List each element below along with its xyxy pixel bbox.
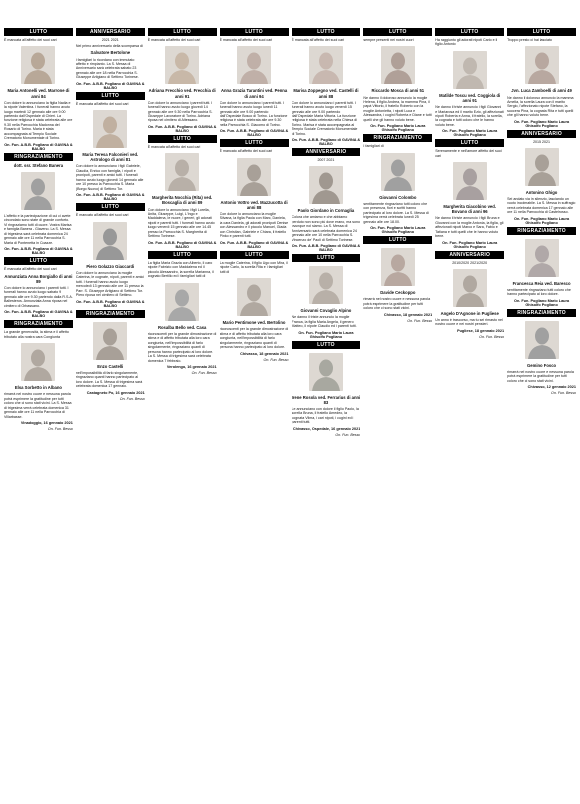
deceased-name: Maria Teresa Falconieri ved. Astrologo di anni 81 xyxy=(82,152,139,163)
column-6 xyxy=(363,28,432,800)
funeral-home: On. Fun. A.B.B. Pogliano di GAVINA & BALBO xyxy=(147,124,217,133)
notice-text: La figlia Maria Grazia con Alberto, il caro nipote Fabrizio con Maddalena ed il piccolo Alessandro, la sorella Marianna, il cognato Bertillo ed i famigliari tutti di xyxy=(147,260,214,279)
notice-text: Con dolore lo annunciano i figli Gabriele, Claudia, Enrico con famiglia, i nipoti e pronipoti, parenti e amici tutti. I funerali hanno avuto luogo giovedì 14 gennaio alle ore 10 presso la Parrocchia S. Maria (Borgo Nuovo) di Settimo Tor. xyxy=(75,164,144,191)
portrait-photo xyxy=(165,46,199,84)
funeral-home: On. Fun. A.B.B. Pogliano di GAVINA & BALBO xyxy=(219,240,289,249)
section-header: LUTTO xyxy=(220,139,289,147)
portrait-photo xyxy=(237,158,271,196)
notice-text: rimarrà nel nostro cuore e nessuna parola potrà esprimere la gratitudine per tutti coloro che ci sono stati vicini. xyxy=(363,297,431,311)
notice-text: nell'impossibilità di farlo singolarmente, ringraziano quanti hanno partecipato al loro dolore. La S. Messa di trigesima sarà celebrata domenica 17 gennaio. xyxy=(75,370,143,389)
notice-text: Con dolore lo annunciano i figli Lorella, Anita, Giuseppe, Luigi, L'Ingo e Maddalena, le nuore, i generi, gli adorati nipoti e parenti tutti. I funerali hanno avuto luogo venerdì 15 gennaio alle ore 14.45 presso la Parrocchia S. Margherita di Settimo Torinese. xyxy=(147,207,215,239)
notice-text: È mancato all'affetto dei suoi cari xyxy=(219,149,273,154)
deceased-name: Piero Golazzo Giaccardi xyxy=(86,263,135,269)
section-header: LUTTO xyxy=(4,257,73,265)
column-3 xyxy=(148,28,217,800)
portrait-photo xyxy=(525,239,559,277)
section-header: LUTTO xyxy=(435,139,504,147)
notice-text: La grande generosità, la stima e il affetto tributato alla nostra cara Congiunta xyxy=(4,330,69,339)
deceased-name: Irene Rosola ved. Ferrarius di anni 83 xyxy=(291,394,361,405)
portrait-photo xyxy=(309,46,343,84)
notice-text: Con dolore lo annunciano i parenti tutti. I funerali hanno avuto luogo giovedì 14 gennaio alle ore 9.30 nella Parrocchia S. Giuseppe Lavoratore di Torino. Adriana riposa nel cimitero di Altessano. xyxy=(147,100,213,123)
funeral-home: On. Fun. Pogliano Mario Laura Ghisolfo Pogliano xyxy=(370,226,426,235)
column-8 xyxy=(507,28,576,800)
notice-text: Ne danno il triste annuncio i figli Giovanni e Mariarosa ed il marito Ezio, gli affezionati nipoti Roberta e Anna, il fratello, la sorella, la cognata e tutti coloro che le hanno voluto bene. xyxy=(435,105,504,127)
deceased-name: Riccardo Mosca di anni 51 xyxy=(371,88,425,94)
portrait-photo xyxy=(381,153,415,191)
funeral-home: On. Fun. Pogliano Mario Laura Ghisolfo Pogliano xyxy=(514,216,570,225)
section-header: LUTTO xyxy=(507,28,576,36)
portrait-photo xyxy=(453,162,487,200)
column-7 xyxy=(435,28,504,800)
portrait-photo xyxy=(165,283,199,321)
deceased-name: Giovanni Covaglio Alpino xyxy=(300,308,352,314)
notice-text: È mancata all'affetto dei suoi cari xyxy=(219,38,273,42)
section-header: LUTTO xyxy=(363,236,432,244)
place-date: Chivasso, 18 gennaio 2021 xyxy=(383,312,433,317)
funeral-home: On. Fun. A.B.B. Pogliano di GAVINA & BALBO xyxy=(291,244,361,253)
place-date: Verolengo, 16 gennaio 2021 xyxy=(166,365,217,370)
notice-text: Ne danno il doloroso annuncio la moglie Helena, il figlio Andrea, la mamma Pina, il papà Vittorio, il fratello Roberto con la moglie Antonietta, i nipoti Luca e Alessandra, i cugini Roberta e Diane e tutti quelli che gli hanno voluto bene. xyxy=(363,95,432,122)
notice-text: È mancata all'affetto dei suoi cari xyxy=(147,38,201,42)
notice-text: È mancata all'affetto dei suoi cari xyxy=(4,38,57,42)
section-header: LUTTO xyxy=(292,28,361,36)
section-header: LUTTO xyxy=(148,135,217,143)
portrait-photo xyxy=(309,266,343,304)
deceased-name: Elsa Sorbetto in Albano xyxy=(14,385,62,391)
notice-text: Ne danno il triste annuncio la moglie Franca, la figlia Maria Angela, il genero Matteo, il nipote Claudio ed i parenti tutti. xyxy=(291,315,357,329)
notice-text: È mancata all'affetto dei suoi cari xyxy=(75,101,129,106)
notice-text: Ha raggiunto gli adorati nipoti Carlo e il figlio Antonio xyxy=(435,38,498,47)
deceased-name: Annunziata Anna Borgiallo di anni 89 xyxy=(4,273,73,284)
notice-text: È mancata all'affetto dei suoi cari xyxy=(147,144,201,149)
funeral-home: On. Fun. Pogliano Mario Laura Ghisolfo Pogliano xyxy=(514,119,570,128)
portrait-photo xyxy=(21,343,55,381)
notice-text: Nel primo anniversario della scomparsa di xyxy=(75,44,143,48)
funeral-home-signature: On. Fun. Besso xyxy=(119,396,145,401)
notice-text: sentitamente ringraziano tutti coloro che hanno partecipato al loro dolore. xyxy=(507,287,571,297)
portrait-photo xyxy=(93,322,127,360)
section-header: RINGRAZIAMENTO xyxy=(363,134,432,142)
notice-text: rimarrà nel nostro cuore e nessuna parola potrà esprimere la gratitudine per tutti coloro che ci sono stati vicini. xyxy=(507,369,574,383)
notice-text: Con dolore lo annunciano i parenti tutti. I funerali hanno avuto luogo venerdì 15 gennaio alle ore 9.00 partendo dall'Ospedale Maria Vittoria. La funzione religiosa è stata celebrata nella Chiesa di Torino. Marisa è stata accompagnata al Tempio Sociale Crematorio Monumentale di Torino. xyxy=(291,100,358,136)
section-header: RINGRAZIAMENTO xyxy=(4,153,73,161)
anniversary-dates: 2007 2021 xyxy=(317,158,335,163)
portrait-photo xyxy=(237,278,271,316)
funeral-home: On. Fun. A.B.B. Pogliano di GAVINA & BALBO xyxy=(219,129,289,138)
portrait-photo xyxy=(237,46,271,84)
section-header: LUTTO xyxy=(4,28,73,36)
anniversary-dates: 2010/2020 2021/2020 xyxy=(452,260,488,265)
section-header: RINGRAZIAMENTO xyxy=(76,310,145,318)
portrait-photo xyxy=(525,321,559,359)
section-header: ANNIVERSARIO xyxy=(76,28,145,36)
deceased-name: Gemino Fosco xyxy=(527,362,557,368)
deceased-name: Anna Grazia Tarantini ved. Penna di anni 94 xyxy=(220,88,288,99)
notice-text: È mancata all'affetto dei suoi cari xyxy=(4,267,57,272)
section-header: LUTTO xyxy=(76,203,145,211)
notice-text: Colora che amiamo e che abbiamo perduto non sono più dove erano, ma sono ovunque noi siamo. La S. Messa di Anniversario sarà celebrata domenica 24 gennaio alle ore 10 nella Parrocchia S. Vincenzo de' Paoli di Settimo Torinese. xyxy=(291,215,361,242)
place-date: Chivasso, Ospedale, 16 gennaio 2021 xyxy=(292,426,361,431)
portrait-photo xyxy=(21,46,55,84)
place-date: Pugliese, 18 gennaio 2021 xyxy=(457,328,505,333)
deceased-name: Davide Ceckoppo xyxy=(380,290,416,296)
place-date: Chivasso, 12 gennaio 2021 xyxy=(527,385,576,390)
section-header: ANNIVERSARIO xyxy=(435,251,504,259)
notice-text: Troppo presto ci hai lasciato xyxy=(507,38,552,42)
deceased-name: Matilde Toscu ved. Coggiola di anni 91 xyxy=(439,92,501,103)
deceased-name: Margherita Giacobino ved. Bovano di anni 96 xyxy=(443,204,496,215)
section-header: RINGRAZIAMENTO xyxy=(4,320,73,328)
portrait-photo xyxy=(525,46,559,84)
funeral-home: On. Fun. Pogliano Mario Laura Ghisolfo Pogliano xyxy=(514,298,570,307)
notice-text: Serenamente e nell'amore affetto dei suoi cari xyxy=(435,149,502,158)
portrait-photo xyxy=(453,51,487,89)
funeral-home: On. Fun. A.B.B. Pogliano di GAVINA & BALBO xyxy=(147,240,217,249)
notice-text: Un anno è trascorso, ma tu sei rimasto nel nostro cuore e nei nostri pensieri. xyxy=(435,317,503,327)
notice-text: Con dolore lo annunciano la moglie Caterina, le cognate, nipoti, parenti e amici tutti. I funerali hanno avuto luogo mercoledì 13 gennaio alle ore 11 presso la Parr. S. Giuseppe Artigiano di Settimo Tor. Piero riposa nel cimitero di Settimo. xyxy=(75,270,144,298)
notice-text: L'affetto e la partecipazione di cui ci avete circondato sono state di grande conforto. Vi ringraziamo tutti di cuore. Vostra Marisa e famiglia Banera - Giaveno. La S. Messa di trigesima sarà celebrata domenica 24 gennaio alle ore 11 nella Parrocchia S. Maria di Pontenetta in Coazze. xyxy=(4,213,72,245)
column-2 xyxy=(76,28,145,800)
section-header: LUTTO xyxy=(76,92,145,100)
section-header: LUTTO xyxy=(220,251,289,259)
funeral-home-signature: On. Fun. Besso xyxy=(47,427,73,432)
section-header: LUTTO xyxy=(292,254,361,262)
funeral-home: On. Fun. A.B.B. Pogliano di GAVINA & BALBO xyxy=(4,310,73,319)
notice-text: riconoscenti per la grande dimostrazione di stima e di affetto tributata alla loro cara congiunta, nell'impossibilità di farlo singolarmente, ringraziano quanti di persona hanno partecipato al loro dolore. La S. Messa di trigesima sarà celebrata domenica 7 febbraio. xyxy=(147,331,217,363)
notice-text: Sei andato via in silenzio, lasciando un vuoto incolmabile. La S. Messa in suffragio verrà celebrata domenica 17 gennaio alle ore 11 nella Parrocchia di Castelrosso. xyxy=(507,196,576,215)
funeral-home: On. Fun. A.B.B. Pogliano di GAVINA & BALBO xyxy=(76,81,145,90)
funeral-home: On. Fun. A.B.B. Pogliano di GAVINA & BALBO xyxy=(291,138,361,147)
notice-text: Le annunciano con dolore il figlio Paolo, la sorella Bruna, il fratello Amedeo, la cognata Vilma, i cari nipoti, i cugini ed i parenti tutti. xyxy=(291,406,359,425)
column-4 xyxy=(220,28,289,800)
deceased-name: Antonino Ghigo xyxy=(525,189,558,195)
funeral-home: On. Fun. Pogliano Mario Laura Ghisolfo Pogliano xyxy=(442,240,498,249)
deceased-name: dott. ssr. Stefano Banera xyxy=(13,162,64,168)
deceased-name: Marisa Zoppegno ved. Castelli di anni 88 xyxy=(293,88,359,99)
funeral-home-signature: On. Fun. Besso xyxy=(263,357,289,362)
notice-text: Con dolore lo annunciano la figlia Nadia e la nipote Valentina. I funerali hanno avuto luogo martedì 12 gennaio alle ore 9.00 partendo dall'Ospedale di Chieri. La funzione religiosa è stata celebrata alle ore 9.30 nella Parrocchia Madonna del Rosario di Torino. Maria è stata accompagnata al Tempio Sociale Crematorio Monumentale di Torino. xyxy=(4,100,73,141)
notice-text: Ne danno il triste annuncio i figli Bruna e Giovanni con la moglie Antonia, la figlia, gli affezionati nipoti Marco e Sara, Fabio e Tatiana e tutti quelli che le hanno voluto bene. xyxy=(435,216,504,239)
deceased-name: Paolo Giordano in Cornaglia xyxy=(297,208,355,214)
deceased-name: Giovanni Colombo xyxy=(379,194,417,200)
deceased-name: Angelo D'Agnone in Pugliese xyxy=(440,310,499,316)
deceased-name: Salvatore Bertolone xyxy=(90,50,131,56)
anniversary-dates: 2015 2021 xyxy=(533,139,551,144)
section-header: LUTTO xyxy=(363,28,432,36)
notice-text: Con dolore lo annunciano i parenti tutti. I funerali hanno avuto luogo lunedì 11 gennaio alle ore 9.00 partendo dall'Ospedale Bosco di Torino. La funzione religiosa è stata celebrata alle ore 9.30 nella Parrocchia S. Giacomo di Torino. xyxy=(219,100,288,127)
deceased-name: Maria Antonelli ved. Marrone di anni 84 xyxy=(7,88,70,99)
funeral-home: On. Fun. Pogliano Mario Laura Ghisolfo Pogliano xyxy=(442,129,498,138)
portrait-photo xyxy=(453,269,487,307)
notice-text: La moglie Caterina, il figlio Ugo con Mira, il nipote Carlo, la sorella Rita e i famigliari tutti di xyxy=(219,260,288,274)
notice-text: Con dolore lo annunciano i parenti tutti. I funerali hanno avuto luogo sabato 9 gennaio alle ore 9.30 partendo dalla R.S.A. Ballesteros. Annunziata Anna riposa nel cimitero di Orbassano. xyxy=(4,285,73,308)
section-header: LUTTO xyxy=(292,341,361,349)
funeral-home-signature: On. Fun. Besso xyxy=(407,318,433,323)
portrait-photo xyxy=(309,166,343,204)
portrait-photo xyxy=(381,248,415,286)
portrait-photo xyxy=(165,153,199,191)
portrait-photo xyxy=(309,353,343,391)
column-5 xyxy=(292,28,361,800)
deceased-name: Jvn. Luca Zamboelli di anni 49 xyxy=(511,88,572,94)
anniversary-dates: 2021 2021 xyxy=(101,38,119,42)
funeral-home: On. Fun. Pogliano Mario Laura Ghisolfo Pogliano xyxy=(298,330,354,339)
funeral-home-signature: On. Fun. Besso xyxy=(191,371,217,376)
notice-text: È mancata all'affetto dei suoi cari xyxy=(291,38,345,42)
notice-text: Ne danno il doloroso annuncio la mamma Amelia, la sorella Laura con il marito Sergio, l'affezionato nipote Stefano, la suocera Pina, la cognata Rita e tutti quelli che gli hanno voluto bene. xyxy=(507,95,574,118)
section-header: RINGRAZIAMENTO xyxy=(507,227,576,235)
section-header: LUTTO xyxy=(435,28,504,36)
deceased-name: Adriana Frecchio ved. Frecchia di anni 91 xyxy=(148,88,216,99)
funeral-home-signature: On. Fun. Besso xyxy=(551,391,576,396)
portrait-photo xyxy=(21,172,55,210)
funeral-home: On. Fun. Pogliano Mario Laura Ghisolfo Pogliano xyxy=(370,124,426,133)
portrait-photo xyxy=(525,148,559,186)
deceased-name: Rosalba Bello ved. Casa xyxy=(157,324,207,330)
notice-text: I famigliari di xyxy=(363,144,384,149)
portrait-photo xyxy=(93,222,127,260)
notice-text: Con dolore lo annunciano la moglie Silvana, la figlia Paola con Marc, Daniela, la cara Daniela, gli adorati pronipoti Denise con Alessandro e il piccolo Manuel, Giada con Christian, Gabriele e Chiara, il fratello Pinko e parenti tutti. xyxy=(219,212,289,239)
funeral-home-signature: On. Fun. Besso xyxy=(479,334,505,339)
notice-text: È mancato all'affetto dei suoi cari xyxy=(75,213,129,218)
section-header: LUTTO xyxy=(148,251,217,259)
deceased-name: Enzo Castelli xyxy=(97,363,124,369)
notice-text: i famigliari lo ricordano con immutato affetto e rimpianto. La S. Messa di Anniversario sarà celebrata sabato 23 gennaio alle ore 18 nella Parrocchia S. Giuseppe Artigiano di Settimo Torinese. xyxy=(75,57,139,80)
funeral-home: On. Fun. A.B.B. Pogliano di GAVINA & BALBO xyxy=(4,142,73,151)
section-header: ANNIVERSARIO xyxy=(507,130,576,138)
section-header: LUTTO xyxy=(148,28,217,36)
column-1 xyxy=(4,28,73,800)
place-date: Chivasso, 18 gennaio 2021 xyxy=(240,351,289,356)
funeral-home: On. Fun. A.B.B. Pogliano di GAVINA & BALBO xyxy=(76,299,145,308)
deceased-name: Antonio Vottro ved. Mazzucotta di anni 88 xyxy=(220,199,288,210)
notice-text: riconoscenti per la grande dimostrazione di stima e di affetto tributata alla loro cara congiunta, nell'impossibilità di farlo singolarmente, ringraziano quanti di persona hanno partecipato al loro dolore. xyxy=(219,327,289,350)
deceased-name: Margherita Nocchia (Rita) ved. Boscaglia di anni 89 xyxy=(152,195,213,206)
section-header: ANNIVERSARIO xyxy=(292,148,361,156)
notice-text: sempre presenti nei nostri cuori xyxy=(363,38,414,42)
funeral-home: On. Fun. A.B.B. Pogliano di GAVINA & BALBO xyxy=(76,193,145,202)
place-date: Vinadoggio, 16 gennaio 2021 xyxy=(20,421,73,426)
deceased-name: Mario Pentimone ved. Bertolino xyxy=(222,320,286,326)
section-header: RINGRAZIAMENTO xyxy=(507,309,576,317)
funeral-home-signature: On. Fun. Besso xyxy=(335,432,361,437)
notice-text: sentitamente ringraziano tutti coloro che con presenza, fiori e scritti hanno partecipato al loro dolore. La S. Messa di trigesima verrà celebrata lunedì 25 gennaio alle ore 18.00. xyxy=(363,201,429,224)
portrait-photo xyxy=(93,110,127,148)
place-date: Castagneto Po, 16 gennaio 2021 xyxy=(86,390,145,395)
funeral-home: On. Fun. A.B.B. Pogliano di GAVINA & BALBO xyxy=(4,247,73,256)
deceased-name: Francesca Reia ved. Baresco xyxy=(512,280,571,286)
portrait-photo xyxy=(381,46,415,84)
section-header: LUTTO xyxy=(220,28,289,36)
notice-text: rimarrà nel nostro cuore e nessuna parola potrà esprimere la gratitudine per tutti coloro che ci sono stati vicini. La S. Messa di trigesima verrà celebrata domenica 31 gennaio alle ore 11 nella Parrocchia di Villarbasse. xyxy=(4,392,72,419)
